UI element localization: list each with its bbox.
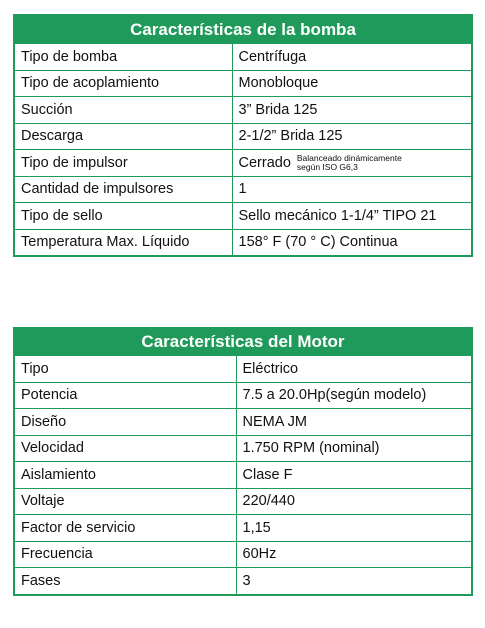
note-line: según ISO G6,3 xyxy=(296,161,358,172)
table-row xyxy=(14,515,472,542)
row-value: 158° F (70 ° C) Continua xyxy=(232,229,472,256)
row-label: Temperatura Max. Líquido xyxy=(14,229,232,256)
table-row xyxy=(14,229,472,256)
row-label: Cantidad de impulsores xyxy=(14,176,232,203)
row-label: Succión xyxy=(14,97,232,124)
row-label: Tipo de impulsor xyxy=(14,150,232,177)
table-row xyxy=(14,382,472,409)
impeller-balance-note xyxy=(297,154,402,172)
row-value: Cerrado xyxy=(238,154,291,171)
row-value: 7.5 a 20.0Hp(según modelo) xyxy=(236,382,472,409)
motor-table-title: Características del Motor xyxy=(14,328,472,355)
motor-characteristics-table xyxy=(13,327,473,596)
row-value: Sello mecánico 1-1/4” TIPO 21 xyxy=(232,203,472,230)
row-label: Factor de servicio xyxy=(14,515,236,542)
row-value: 2-1/2” Brida 125 xyxy=(232,123,472,150)
table-row xyxy=(14,462,472,489)
pump-characteristics-table xyxy=(13,14,473,257)
row-label: Aislamiento xyxy=(14,462,236,489)
table-row xyxy=(14,123,472,150)
table-row xyxy=(14,70,472,97)
row-label: Fases xyxy=(14,568,236,595)
table-row xyxy=(14,355,472,382)
row-value: 220/440 xyxy=(236,488,472,515)
row-value: Clase F xyxy=(236,462,472,489)
row-label: Tipo de acoplamiento xyxy=(14,70,232,97)
row-value: NEMA JM xyxy=(236,409,472,436)
table-row xyxy=(14,176,472,203)
table-row xyxy=(14,150,472,177)
row-value: Centrífuga xyxy=(232,43,472,70)
row-label: Tipo de bomba xyxy=(14,43,232,70)
row-value: Eléctrico xyxy=(236,355,472,382)
table-row xyxy=(14,488,472,515)
row-value-with-note xyxy=(232,150,472,177)
row-value: 1,15 xyxy=(236,515,472,542)
table-row xyxy=(14,43,472,70)
pump-table-title: Características de la bomba xyxy=(14,15,472,43)
table-header-row xyxy=(14,328,472,355)
row-label: Descarga xyxy=(14,123,232,150)
row-label: Voltaje xyxy=(14,488,236,515)
table-row xyxy=(14,568,472,595)
note-line: Balanceado dinámicamente xyxy=(296,152,402,163)
row-label: Velocidad xyxy=(14,435,236,462)
row-value: Monobloque xyxy=(232,70,472,97)
row-value: 3” Brida 125 xyxy=(232,97,472,124)
row-value: 60Hz xyxy=(236,541,472,568)
table-row xyxy=(14,409,472,436)
row-value: 3 xyxy=(236,568,472,595)
table-row xyxy=(14,97,472,124)
table-row xyxy=(14,435,472,462)
table-row xyxy=(14,203,472,230)
row-value: 1.750 RPM (nominal) xyxy=(236,435,472,462)
row-value: 1 xyxy=(232,176,472,203)
table-row xyxy=(14,541,472,568)
row-label: Tipo xyxy=(14,355,236,382)
table-header-row xyxy=(14,15,472,43)
row-label: Frecuencia xyxy=(14,541,236,568)
row-label: Potencia xyxy=(14,382,236,409)
row-label: Tipo de sello xyxy=(14,203,232,230)
row-label: Diseño xyxy=(14,409,236,436)
